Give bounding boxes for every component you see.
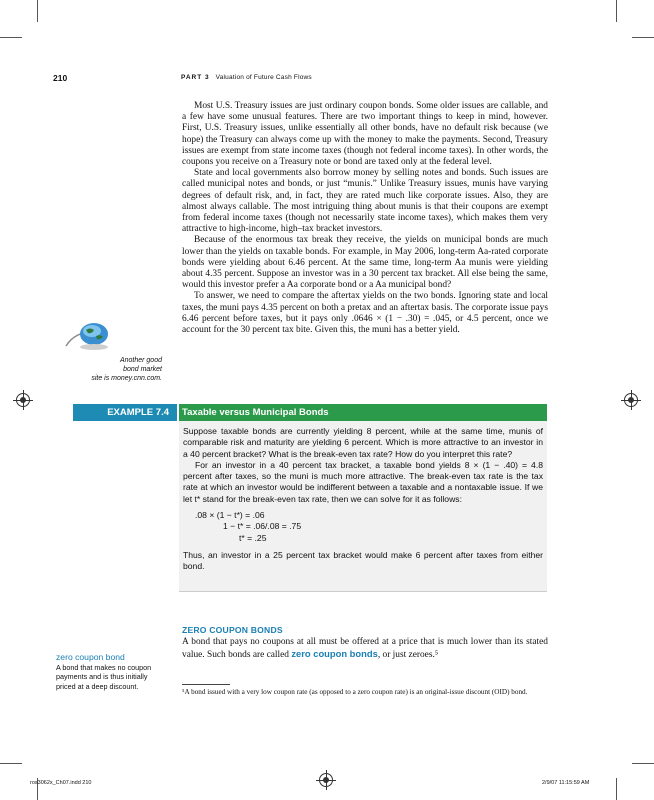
text-run: A bond that pays no coupons at all must be offered at a price that is much lower than its stated value. Such bonds are called: [182, 637, 548, 661]
text-run: , or just zeroes.⁵: [377, 650, 439, 661]
key-term: zero coupon bonds: [291, 648, 378, 660]
body-paragraph: To answer, we need to compare the aftertax yields on the two bonds. Ignoring state and local taxes, the muni pays 4.35 percent on both a pretax and an aftertax basis. The corporate issue pays 6.46 percent before taxes, but it pays only .0646 × (1 − .30) = .045, or 4.5 percent, once we account for the 30 percent tax bite. Given this, the muni has a better yield.: [182, 291, 548, 336]
body-text: [182, 101, 548, 336]
example-paragraph: Suppose taxable bonds are currently yielding 8 percent, while at the same time, munis of comparable risk and maturity are yielding 6 percent. Which is more attractive to an investor in a 40 percent bracket? What is the break-even tax rate? How do you interpret this rate?: [183, 426, 543, 459]
crop-mark: [37, 0, 38, 22]
registration-mark: [16, 393, 30, 407]
sidenote-line: Another good: [119, 357, 162, 364]
example-paragraph: For an investor in a 40 percent tax bracket, a taxable bond yields 8 × (1 − .40) = 4.8 percent after taxes, so the muni is much more attractive. The break-even tax rate is the tax rate at which an investor would be indifferent between a taxable and a nontaxable issue. If we let t* stand for the break-even tax rate, then we can solve for it as follows:: [183, 459, 543, 504]
crop-mark: [632, 763, 654, 764]
crop-mark: [0, 763, 22, 764]
glossary-definition: A bond that makes no coupon payments and is thus initially priced at a deep discount.: [56, 663, 152, 691]
body-paragraph: Because of the enormous tax break they receive, the yields on municipal bonds are much lower than the yields on taxable bonds. For example, in May 2006, long-term Aa-rated corporate bonds were yielding about 6.46 percent. At the same time, long-term Aa munis were yielding about 4.35 percent. Suppose an investor was in a 30 percent tax bracket. All else being the same, would this investor prefer a Aa corporate bond or a Aa municipal bond?: [182, 235, 548, 291]
example-header: [73, 404, 547, 421]
footnote-rule: [182, 684, 230, 685]
footnote: ⁵A bond issued with a very low coupon rate (as opposed to a zero coupon rate) is an original-issue discount (OID) bond.: [182, 688, 528, 696]
equation: t* = .25: [239, 532, 267, 543]
part-title: Valuation of Future Cash Flows: [215, 74, 312, 81]
page-number: 210: [53, 73, 68, 83]
body-paragraph: State and local governments also borrow money by selling notes and bonds. Such issues are called municipal notes and bonds, or just “munis.” Unlike Treasury issues, munis have varying degrees of default risk, and, in fact, they are rated much like corporate issues. Also, they are almost always callable. The most intriguing thing about munis is that their coupons are exempt from federal income taxes (though not necessarily state income taxes), which makes them very attractive to high-income, high–tax bracket investors.: [182, 168, 548, 235]
sidenote: [60, 356, 162, 374]
equation: .08 × (1 − t*) = .06: [195, 510, 265, 521]
crop-mark: [632, 37, 654, 38]
sidenote-line: bond market: [123, 366, 162, 373]
equation: 1 − t* = .06/.08 = .75: [223, 521, 302, 532]
section-heading: ZERO COUPON BONDS: [182, 625, 283, 635]
registration-mark: [319, 773, 333, 787]
running-header: [181, 74, 312, 81]
example-body: [183, 426, 543, 573]
footer-file: ros3062x_Ch07.indd 210: [30, 780, 92, 786]
footer-timestamp: 2/9/07 11:15:59 AM: [542, 780, 590, 786]
registration-mark: [624, 393, 638, 407]
example-label: EXAMPLE 7.4: [73, 404, 177, 421]
sidenote-link[interactable]: site is money.cnn.com.: [91, 375, 162, 382]
crop-mark: [0, 37, 22, 38]
body-paragraph: Most U.S. Treasury issues are just ordinary coupon bonds. Some older issues are callable, and a few have some unusual features. There are two important things to keep in mind, however. First, U.S. Treasury issues, unlike essentially all other bonds, have no default risk because (we hope) the Treasury can always come up with the money to make the payments. Second, Treasury issues are exempt from state income taxes (though not federal income taxes). In other words, the coupons you receive on a Treasury note or bond are taxed only at the federal level.: [182, 101, 548, 168]
crop-mark: [616, 778, 617, 800]
globe-mouse-icon: [62, 320, 114, 354]
part-label: PART 3: [181, 74, 210, 81]
glossary-term: zero coupon bond: [56, 652, 125, 662]
example-paragraph: Thus, an investor in a 25 percent tax bracket would make 6 percent after taxes from either bond.: [183, 549, 543, 572]
zero-coupon-paragraph: [182, 637, 548, 661]
crop-mark: [616, 0, 617, 22]
example-title: Taxable versus Municipal Bonds: [179, 404, 547, 421]
